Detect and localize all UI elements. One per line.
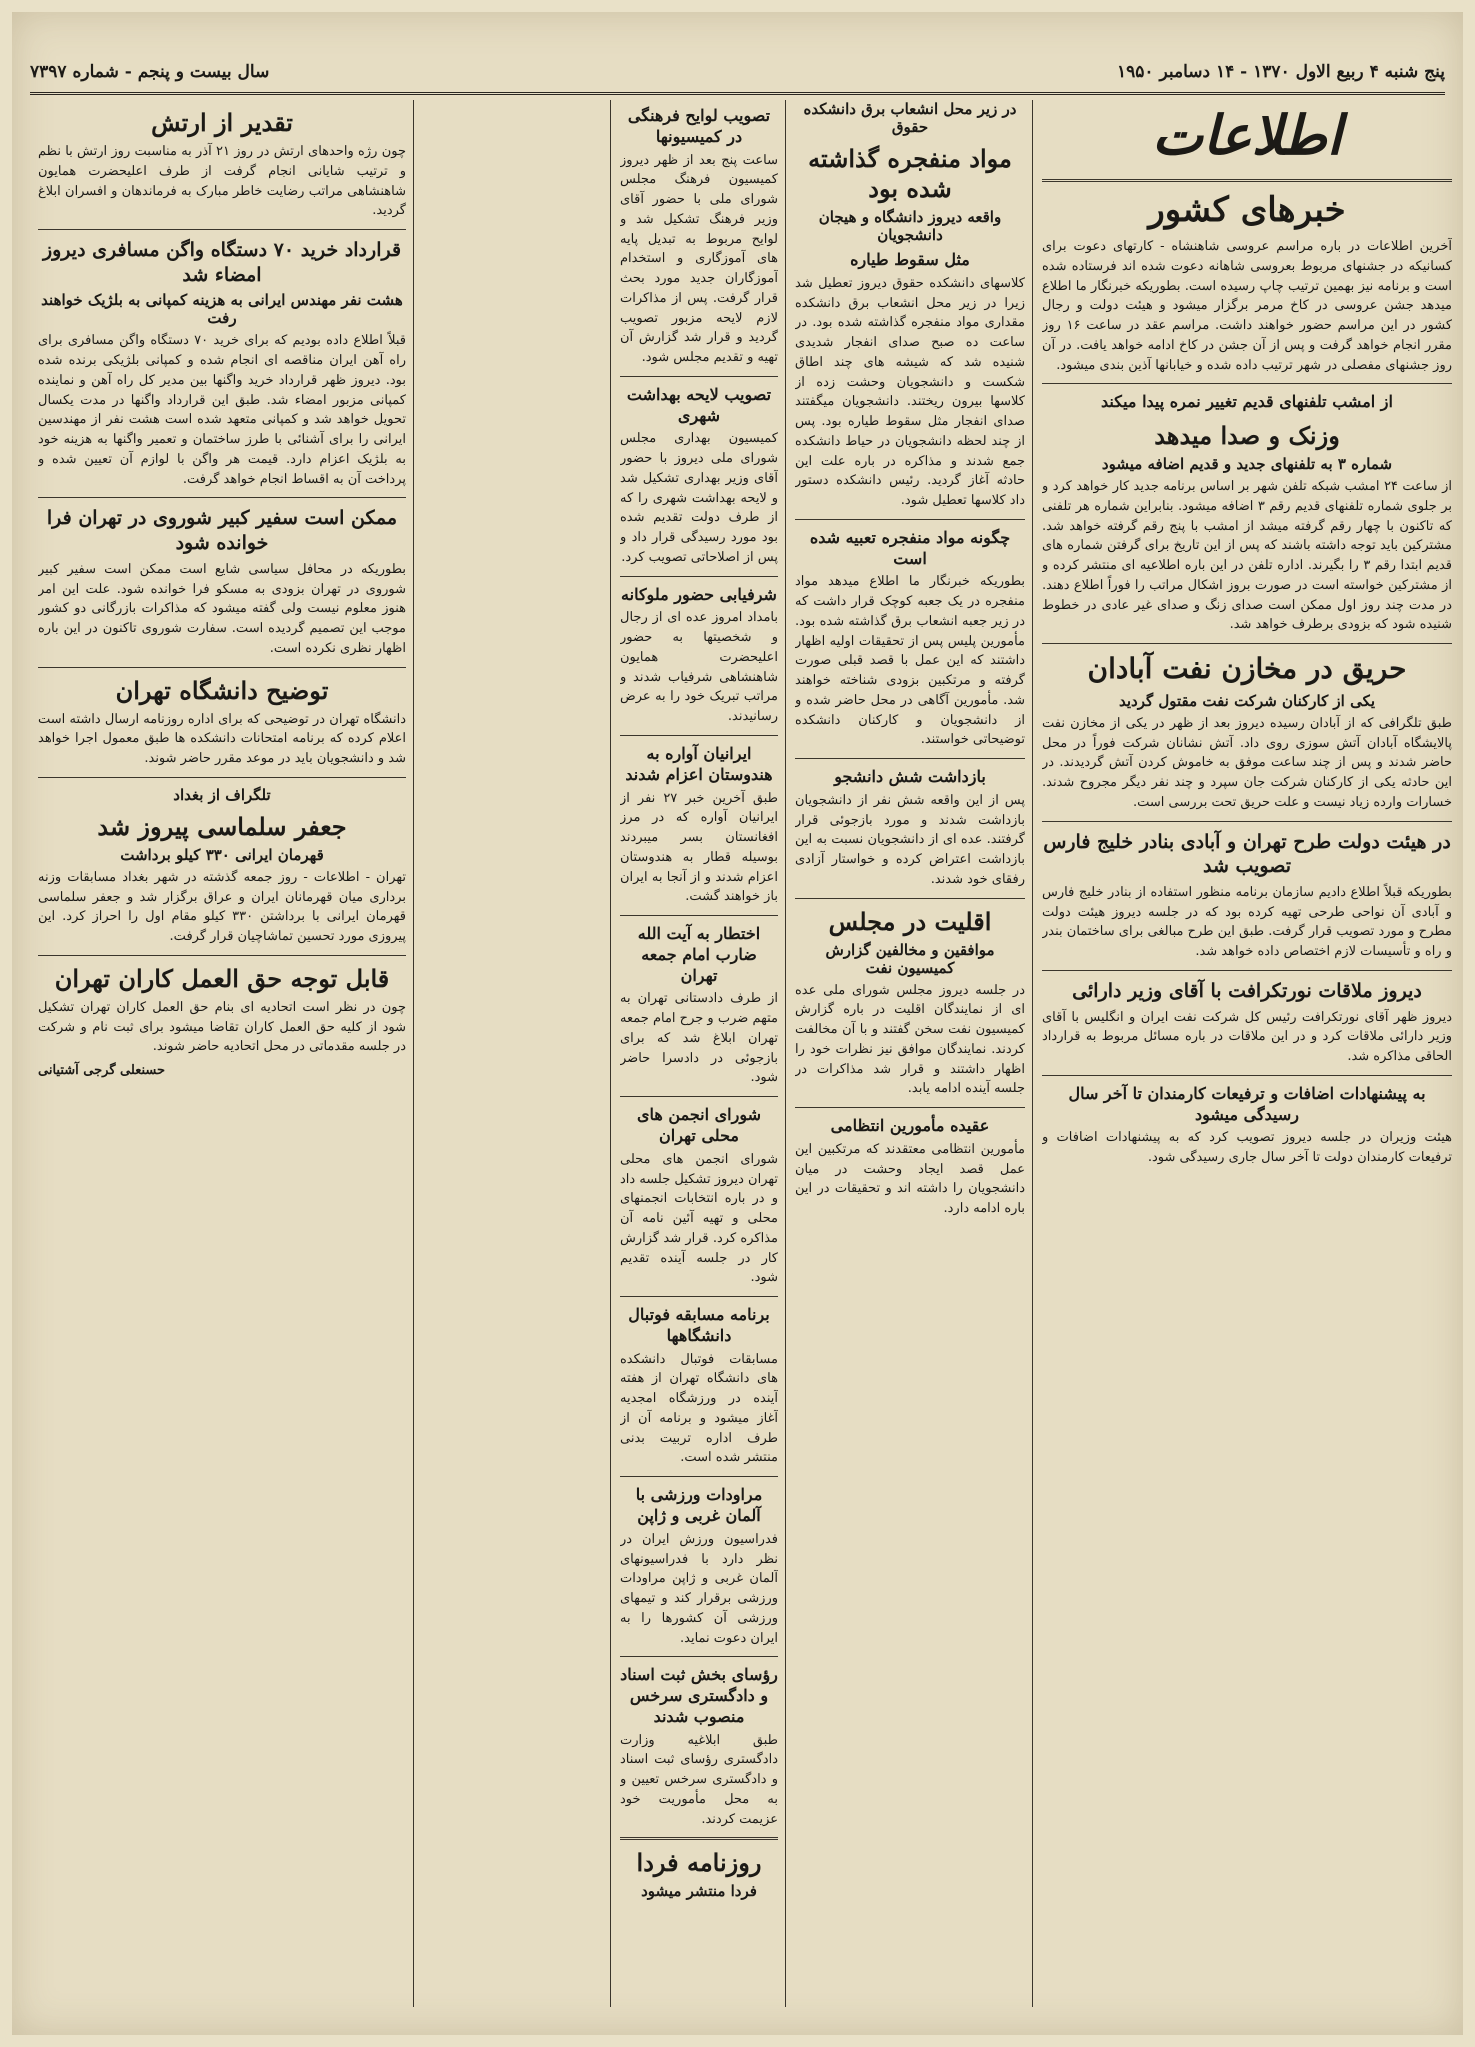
article-text: در جلسه دیروز مجلس شورای ملی عده ای از نمایندگان اقلیت در باره گزارش کمیسیون نفت سخن گفتند و با آن مخالفت کردند. نمایندگان موافق نیز نظرات خود را اظهار داشتند و قرار شد مذاکرات در جلسه آینده ادامه یابد. (795, 982, 1025, 1097)
subheadline: واقعه دیروز دانشگاه و هیجان دانشجویان (818, 208, 1002, 244)
subheadline: شماره ۳ به تلفنهای جدید و قدیم اضافه میشود (1101, 455, 1393, 474)
divider (38, 229, 406, 230)
headline: در هیئت دولت طرح تهران و آبادی بنادر خلیج فارس تصویب شد (1043, 830, 1451, 878)
article-text: طبق آخرین خبر ۲۷ نفر از ایرانیان آواره که در مرز افغانستان بسر میبردند بوسیله قطار به هندوستان اعزام شدند و از آنجا به ایران باز خواهند گشت. (620, 790, 778, 905)
headline: تصویب لایحه بهداشت شهری (626, 384, 772, 425)
divider (1042, 970, 1452, 971)
headline: شورای انجمن های محلی تهران (637, 1105, 761, 1146)
divider (38, 497, 406, 498)
article-text: فدراسیون ورزش ایران در نظر دارد با فدراسیونهای آلمان غربی و ژاپن مراودات ورزشی برقرار کند و تیمهای ورزشی آن کشورها را به ایران دعوت نماید. (620, 1531, 778, 1646)
divider (620, 1296, 778, 1297)
article-text: دیروز ظهر آقای نورتکرافت رئیس کل شرکت نفت ایران و انگلیس با آقای وزیر دارائی ملاقات کرد و در این ملاقات در باره مسائل مربوط به قرارداد الحاقی مذاکره شد. (1042, 1009, 1452, 1065)
article-text: کمیسیون بهداری مجلس شورای ملی دیروز با حضور آقای وزیر بهداری تشکیل شد و لایحه بهداشت شهری را که از طرف دولت تقدیم شده بود مورد رسیدگی قرار داد و پس از اصلاحاتی تصویب کرد. (620, 431, 778, 565)
headline: دیروز ملاقات نورتکرافت با آقای وزیر دارائی (1072, 979, 1422, 1002)
headline: اختطار به آیت الله ضارب امام جمعه تهران (637, 924, 761, 985)
headline: قرارداد خرید ۷۰ دستگاه واگن مسافری دیروز امضاء شد (42, 239, 402, 286)
headline: عقیده مأمورین انتظامی (830, 1116, 990, 1136)
article-text: کلاسهای دانشکده حقوق دیروز تعطیل شد زیرا در زیر محل انشعاب برق دانشکده مقداری مواد منفجره گذاشته شده بود. در ساعت ده صبح صدای انفجار شدیدی شنیده شد که شیشه های چند اطاق شکست و دانشجویان وحشت زده از کلاسها بیرون ریختند. دانشجویان میگفتند صدای انفجار مثل سقوط طیاره بود. پس از چند لحظه دانشجویان در حیاط دانشکده جمع شدند و مذاکره در باره علت این حادثه آغاز گردید. رئیس دانشکده دستور داد کلاسها تعطیل شود. (795, 275, 1025, 509)
headline: چگونه مواد منفجره تعبیه شده است (809, 527, 1011, 568)
article-text: طبق ابلاغیه وزارت دادگستری رؤسای ثبت اسناد و دادگستری سرخس تعیین و به محل مأموریت خود عزیمت کردند. (620, 1732, 778, 1827)
divider (795, 519, 1025, 520)
promo-title: روزنامه فردا (636, 1848, 762, 1878)
article-text: شورای انجمن های محلی تهران دیروز تشکیل جلسه داد و در باره انتخابات انجمنهای محلی و تهیه آئین نامه آن مذاکره کرد. قرار شد گزارش کار در جلسه آینده تقدیم شود. (620, 1151, 778, 1286)
article-text: بطوریکه در محافل سیاسی شایع است ممکن است سفیر کبیر شوروی در تهران بزودی به مسکو فرا خوانده شود. علت این امر هنوز معلوم نیست ولی گفته میشود که مذاکرات بازرگانی دو کشور موجب این تصمیم گردیده است. سفارت شوروی تاکنون در این باره اظهار نظری نکرده است. (38, 561, 406, 656)
article-text: آخرین اطلاعات در باره مراسم عروسی شاهنشاه - کارتهای دعوت برای کسانیکه در جشنهای مربوط بعروسی شاهانه دعوت شده اند فرستاده شده است و برنامه نیز بهمین ترتیب چاپ رسیده است. بطوریکه خبرنگار ما اطلاع میدهد جشن عروسی در کاخ مرمر برگزار میشود و هیئت دولت و رجال کشور در این مراسم حضور خواهند داشت. مراسم عقد در ساعت ۱۶ روز مقرر انجام خواهد گرفت و پس از آن جشن در کاخ ادامه خواهد یافت. در آن روز جشنهای مفصلی در شهر ترتیب داده شده و خیابانها آذین بندی میشود. (1042, 239, 1452, 373)
column-rule (1032, 100, 1033, 2007)
headline: مراودات ورزشی با آلمان غربی و ژاپن (635, 1485, 763, 1525)
article-text: چون در نظر است اتحادیه ای بنام حق العمل کاران تهران تشکیل شود از کلیه حق العمل کاران تقاضا میشود برای ثبت نام و شرکت در جلسه مقدماتی در محل اتحادیه حاضر شوند. (38, 999, 406, 1055)
article-text: مأمورین انتظامی معتقدند که مرتکبین این عمل قصد ایجاد وحشت در میان دانشجویان را داشته اند و تحقیقات در این باره ادامه دارد. (795, 1141, 1025, 1217)
article-text: بامداد امروز عده ای از رجال و شخصیتها به حضور اعلیحضرت همایون شاهنشاهی شرفیاب شدند و مراتب تبریک خود را به عرض رسانیدند. (620, 610, 778, 725)
column-2 (795, 100, 1025, 2011)
divider (795, 898, 1025, 899)
article-text: بطوریکه خبرنگار ما اطلاع میدهد مواد منفجره در یک جعبه کوچک قرار داشت که در زیر جعبه انشعاب برق گذاشته شده بود. مأمورین پلیس پس از تحقیقات اولیه اظهار داشتند که این عمل با قصد قبلی صورت گرفته و مرتکبین بزودی شناخته خواهند شد. مأمورین آگاهی در محل حاضر شده و از دانشجویان و کارکنان دانشکده توضیحاتی خواستند. (795, 574, 1025, 748)
headline: از امشب تلفنهای قدیم تغییر نمره پیدا میکند (1101, 392, 1393, 412)
column-1 (1042, 100, 1452, 2011)
headline: به پیشنهادات اضافات و ترفیعات کارمندان تا آخر سال رسیدگی میشود (1068, 1083, 1426, 1124)
headline: مواد منفجره گذاشته شده بود (808, 144, 1012, 203)
headline: بازداشت شش دانشجو (834, 767, 986, 787)
divider (795, 758, 1025, 759)
divider (38, 955, 406, 956)
headline: جعفر سلماسی پیروز شد (97, 811, 347, 841)
article-text: چون رژه واحدهای ارتش در روز ۲۱ آذر به مناسبت روز ارتش با نظم و ترتیب شایانی انجام گرفت از طرف اعلیحضرت همایون شاهنشاهی مراتب رضایت خاطر مبارک به فرماندهان و افسران ابلاغ گردید. (38, 144, 406, 219)
column-4 (38, 100, 406, 2011)
divider (620, 1476, 778, 1477)
headline: مثل سقوط طیاره (850, 250, 970, 269)
article-text: از طرف دادستانی تهران به متهم ضرب و جرح امام جمعه تهران ابلاغ شد که برای بازجوئی در دادسرا حاضر شود. (620, 991, 778, 1086)
headline: برنامه مسابقه فوتبال دانشگاهها (628, 1305, 770, 1345)
subheadline: قهرمان ایرانی ۳۳۰ کیلو برداشت (120, 845, 324, 864)
subheadline: یکی از کارکنان شرکت نفت مقتول گردید (1118, 691, 1376, 710)
article-text: دانشگاه تهران در توضیحی که برای اداره روزنامه ارسال داشته است اعلام کرده که برنامه امتحانات دانشکده ها طبق معمول اجرا خواهد شد و دانشجویان باید در موعد مقرر حاضر شوند. (38, 711, 406, 766)
divider (620, 735, 778, 736)
article-text: ساعت پنج بعد از ظهر دیروز کمیسیون فرهنگ مجلس شورای ملی با حضور آقای وزیر فرهنگ تشکیل شد و لوایح مربوط به تبدیل پایه های آموزگاری و استخدام آموزگاران جدید مورد بحث قرار گرفت. پس از مذاکرات لازم لایحه مزبور تصویب گردید و قرار شد گزارش آن تهیه و تقدیم مجلس شود. (620, 152, 778, 366)
date-line: پنج شنبه ۴ ربیع الاول ۱۳۷۰ - ۱۴ دسامبر ۱۹۵۰ (1117, 62, 1445, 82)
divider (795, 1107, 1025, 1108)
masthead: اطلاعات (1152, 103, 1342, 167)
column-rule (413, 100, 414, 2007)
headline: ایرانیان آواره به هندوستان اعزام شدند (625, 743, 773, 784)
divider (620, 576, 778, 577)
column-3 (620, 100, 778, 2011)
headline: قابل توجه حق العمل کاران تهران (54, 963, 390, 993)
article-text: پس از این واقعه شش نفر از دانشجویان بازداشت شدند و مورد بازجوئی قرار گرفتند. عده ای از دانشجویان نسبت به این بازداشت اعتراض کرده و خواستار آزادی رفقای خود شدند. (795, 792, 1025, 887)
column-rule (785, 100, 786, 2007)
article-text: بطوریکه قبلاً اطلاع دادیم سازمان برنامه منظور استفاده از بنادر خلیج فارس و آبادی آن نواحی طرحی تهیه کرده بود که در جلسه دیروز هیئت دولت مطرح و مورد تصویب قرار گرفت. طبق این طرح مبالغی برای ساختمان بندر و راه و تأسیسات لازم اختصاص داده خواهد شد. (1042, 884, 1452, 960)
article-text: هیئت وزیران در جلسه دیروز تصویب کرد که به پیشنهادات اضافات و ترفیعات کارمندان دولت تا آخر سال جاری رسیدگی شود. (1042, 1130, 1452, 1166)
divider (1042, 643, 1452, 644)
headline: شرفیابی حضور ملوکانه (621, 584, 777, 604)
column-rule (610, 100, 611, 2007)
divider (620, 376, 778, 377)
divider (620, 1656, 778, 1657)
headline: خبرهای کشور (1148, 190, 1346, 231)
promo-subtitle: فردا منتشر میشود (641, 1882, 757, 1901)
article-text: مسابقات فوتبال دانشکده های دانشگاه تهران از هفته آینده در ورزشگاه امجدیه آغاز میشود و برنامه آن از طرف اداره تربیت بدنی منتشر شده است. (620, 1351, 778, 1466)
subheadline: هشت نفر مهندس ایرانی به هزینه کمپانی به بلژیک خواهند رفت (41, 291, 403, 328)
divider (1042, 179, 1452, 182)
headline: تقدیر از ارتش (151, 108, 293, 137)
article-text: تهران - اطلاعات - روز جمعه گذشته در شهر بغداد مسابقات وزنه برداری میان قهرمانان ایران و عراق برگزار شد و جعفر سلماسی قهرمان ایرانی با برداشتن ۳۳۰ کیلو مقام اول را احراز کرد. این پیروزی مورد تحسین تماشاچیان قرار گرفت. (38, 869, 406, 944)
subheadline: موافقین و مخالفین گزارش کمیسیون نفت (825, 940, 995, 977)
headline: رؤسای بخش ثبت اسناد و دادگستری سرخس منصوب شدند (620, 1665, 778, 1726)
headline: تصویب لوایح فرهنگی در کمیسیونها (627, 106, 771, 146)
divider (38, 777, 406, 778)
article-text: قبلاً اطلاع داده بودیم که برای خرید ۷۰ دستگاه واگن مسافری برای راه آهن ایران مناقصه ای انجام شده و کمپانی بلژیکی برنده شده بود. دیروز ظهر قرارداد خرید واگنها بین مدیر کل راه آهن و نماینده کمپانی مزبور امضاء شد. طبق این قرارداد واگنها در مدت یکسال تحویل خواهد شد و کمپانی متعهد شده است هشت نفر از مهندسین ایرانی را برای آشنائی با طرز ساختمان و تعمیر واگنها به هزینه خود به بلژیک اعزام دارد. قیمت هر واگن با لوازم آن تعیین شده و پرداخت آن به اقساط انجام خواهد گرفت. (38, 333, 406, 487)
headline: اقلیت در مجلس (828, 906, 992, 936)
divider (620, 915, 778, 916)
headline: ممکن است سفیر کبیر شوروی در تهران فرا خوانده شود (46, 507, 398, 555)
divider (620, 1096, 778, 1097)
headline: توضیح دانشگاه تهران (115, 675, 329, 705)
divider (1042, 821, 1452, 822)
divider (1042, 1075, 1452, 1076)
divider (38, 667, 406, 668)
article-text: از ساعت ۲۴ امشب شبکه تلفن شهر بر اساس برنامه جدید کار خواهد کرد و بر جلوی شماره تلفنهای قدیم رقم ۳ اضافه میشود. بنابراین شماره هر تلفنی که تاکنون با چهار رقم گرفته میشد از امشب با پنج رقم گرفته خواهد شد. مشترکین باید توجه داشته باشند که پس از این تاریخ برای گرفتن شماره های قدیم ابتدا رقم ۳ را بگیرند. اداره تلفن در این باره اطلاعیه ای منتشر کرده و از مشترکین خواسته است در صورت بروز اشکال مراتب را فوراً اطلاع دهند. در مدت چند روز اول ممکن است صدای زنگ و صدای غیر عادی در خطوط شنیده شود که بزودی برطرف خواهد شد. (1042, 479, 1452, 633)
kicker: تلگراف از بغداد (173, 785, 271, 804)
kicker: در زیر محل انشعاب برق دانشکده حقوق (803, 100, 1017, 136)
signature: حسنعلی گرجی آشتیانی (38, 1063, 166, 1078)
article-text: طبق تلگرافی که از آبادان رسیده دیروز بعد از ظهر در یکی از مخازن نفت پالایشگاه آبادان آتش سوزی روی داد. آتش نشانان شرکت فوراً در محل حاضر شدند و پس از چند ساعت موفق به خاموش کردن آتش گردیدند. در این حادثه یکی از کارکنان شرکت جان سپرد و چند نفر دیگر مجروح شدند. خسارات وارده زیاد نیست و علت حریق تحت بررسی است. (1042, 715, 1452, 810)
divider (1042, 383, 1452, 384)
divider (620, 1837, 778, 1840)
headline: حریق در مخازن نفت آبادان (1087, 652, 1407, 686)
header-bar (30, 52, 1445, 95)
issue-line: سال بیست و پنجم - شماره ۷۳۹۷ (30, 62, 270, 82)
headline: وزنک و صدا میدهد (1154, 421, 1340, 451)
